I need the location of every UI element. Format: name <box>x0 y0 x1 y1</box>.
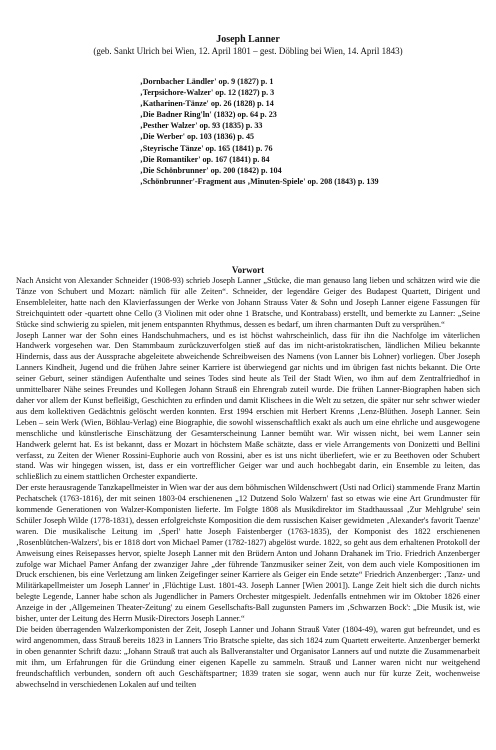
contents-item: ‚Pesther Walzer' op. 93 (1835) p. 33 <box>140 121 263 131</box>
contents-list <box>140 76 480 187</box>
body-paragraph: Der erste herausragende Tanzkapellmeister in Wien war der aus dem böhmischen Wildenschwert (Usti nad Orlici) stammende Franz Martin Pechatschek (1763-1816), der mit seinen 1803-04 erschienenen „12 Dutzend Solo Walzern' fast so etwas wie eine Art Grundmuster für kommende Generationen von Walzer-Komponisten lieferte. Im Folgte 1808 als Musikdirektor im Stadthaussaal ‚Zur Mehlgrube' sein Schüler Joseph Wilde (1778-1831), dessen erfolgreichste Komposition die dem russischen Kaiser gewidmeten ‚Alexander's favorit Taenze' waren. Die musikalische Leitung im ‚Sperl' hatte Joseph Faistenberger (1763-1835), der Komponist des 1822 erschienenen ‚Rosenblütchen-Walzers', bis er 1818 dort von Michael Pamer (1782-1827) abgelöst wurde. 1822, so geht aus dem erhaltenen Protokoll der Anweisung eines Reisepasses hervor, spielte Joseph Lanner mit den Brüdern Anton und Johann Drahanek im Trio. Friedrich Anzenberger zufolge war Michael Pamer Anfang der zwanziger Jahre „der führende Tanzmusiker seiner Zeit, von dem auch viele Kompositionen im Druck erschienen, bis eine Verletzung am linken Zeigefinger seiner Karriere als Geiger ein Ende setzte“ Friedrich Anzenberger: ‚Tanz- und Militärkapellmeister um Joseph Lanner' in ‚Flüchtige Lust. 1801-43. Joseph Lanner [Wien 2001]). Lange Zeit hielt sich die durch nichts belegte Legende, Lanner habe schon als Jugendlicher in Pamers Orchester mitgespielt. Jedenfalls entnehmen wir im Oktober 1826 einer Anzeige in der ‚Allgemeinen Theater-Zeitung' zu einem Gesellschafts-Ball zugunsten Pamers im ‚Schwarzen Bock': „Die Musik ist, wie bisher, unter der Leitung des Herrn Musik-Directors Joseph Lanner.“ <box>16 483 480 624</box>
body-text <box>16 276 480 690</box>
contents-item: ‚Katharinen-Tänze' op. 26 (1828) p. 14 <box>140 99 274 109</box>
contents-item: ‚Steyrische Tänze' op. 165 (1841) p. 76 <box>140 143 273 153</box>
body-paragraph: Die beiden überragenden Walzerkomponisten der Zeit, Joseph Lanner und Johann Strauß Vater (1804-49), waren gut befreundet, und es wird angenommen, dass Strauß bereits 1823 in Lanners Trio Bratsche spielte, das sich 1824 zum Quartett erweiterte. Anzenberger bemerkt in oben genannter Schrift dazu: „Johann Strauß trat auch als Ballveranstalter und Organisator Lanners auf und nutzte die Zusammenarbeit mit ihm, um Erfahrungen für die Gründung einer eigenen Kapelle zu sammeln. Strauß und Lanner waren nicht nur weitgehend freundschaftlich verbunden, sondern oft auch Geschäftspartner; 1839 traten sie sogar, wenn auch nur für kurze Zeit, wochenweise abwechselnd in verschiedenen Lokalen auf und teilten <box>16 625 480 689</box>
page-title: Joseph Lanner <box>216 34 280 45</box>
body-paragraph: Joseph Lanner war der Sohn eines Handschuhmachers, und es ist höchst wahrscheinlich, dass für ihn die Nachfolge im väterlichen Handwerk vorgesehen war. Den Stammbaum zurückzuverfolgen stieß auf das im nicht-aristokratischen, ländlichen Milieu bekannte Hindernis, dass aus der Aussprache abgeleitete abweichende Schreibweisen des Namens (von Lanner bis Lohner) vorliegen. Über Joseph Lanners Kindheit, Jugend und die frühen Jahre seiner Karriere ist überwiegend gar nichts und im übrigen fast nichts bekannt. Die Orte seiner Geburt, seiner ständigen Aufenthalte und seines Todes sind heute als Teil der Stadt Wien, wo ihm auf dem Zentralfriedhof in unmittelbarer Nähe seines Freundes und Kollegen Johann Strauß ein Ehrengrab zuteil wurde. Die frühen Lanner-Biographen haben sich daher vor allem der Kunst befleißigt, Geschichten zu erfinden und damit Klischees in die Welt zu setzen, die später nur sehr schwer wieder aus dem kollektiven Gedächtnis gelöscht werden konnten. Erst 1994 erschien mit Herbert Krenns ‚Lenz-Blüthen. Joseph Lanner. Sein Leben – sein Werk (Wien, Böhlau-Verlag) eine Biographie, die sowohl wissenschaftlich exakt als auch um eine ehrliche und ausgewogene menschliche und künstlerische Einschätzung der Gesamterscheinung Lanner bemüht war. Wir wissen nicht, bei wem Lanner sein Handwerk gelernt hat. Es ist bekannt, dass er Mozart in höchstem Maße schätzte, dass er viele Arrangements von Donizetti und Bellini verfasst, zu Zeiten der Wiener Rossini-Euphorie auch von Rossini, aber es ist uns nicht überliefert, wie er zu Beethoven oder Schubert stand. Was wir hingegen wissen, ist, dass er ein vortrefflicher Geiger war und auch hochbegabt darin, ein Ensemble zu leiten, das schließlich zu einem stattlichen Orchester expandierte. <box>16 330 480 482</box>
contents-item: ‚Dornbacher Ländler' op. 9 (1827) p. 1 <box>140 77 274 86</box>
section-heading: Vorwort <box>231 265 265 275</box>
page-subtitle: (geb. Sankt Ulrich bei Wien, 12. April 1801 – gest. Döbling bei Wien, 14. April 1843) <box>93 46 403 56</box>
contents-item: ‚Die Schönbrunner' op. 200 (1842) p. 104 <box>140 165 282 175</box>
contents-item: ‚Die Romantiker' op. 167 (1841) p. 84 <box>140 154 270 164</box>
contents-item: ‚Die Werber' op. 103 (1836) p. 45 <box>140 132 255 142</box>
contents-item: ‚Die Badner Ring'ln' (1832) op. 64 p. 23 <box>140 110 277 120</box>
contents-item: ‚Schönbrunner'-Fragment aus ‚Minuten-Spiele' op. 208 (1843) p. 139 <box>140 176 379 186</box>
contents-item: ‚Terpsichore-Walzer' op. 12 (1827) p. 3 <box>140 88 275 98</box>
body-paragraph: Nach Ansicht von Alexander Schneider (1908-93) schrieb Joseph Lanner „Stücke, die man genauso lang lieben und schätzen wird wie die Tänze von Schubert und Mozart: nämlich für alle Zeiten“. Schneider, der legendäre Geiger des Budapest Quartett, Dirigent und Ensembleleiter, hatte nach den Klavierfassungen der Werke von Johann Strauss Vater & Sohn und Joseph Lanner eigene Fassungen für Streichquintett oder -quartett ohne Cello (3 Violinen mit oder ohne 1 Bratsche, und Kontrabass) erstellt, und bemerkte zu Lanner: „Seine Stücke sind schwierig zu spielen, mit jenem entspannten Rhythmus, dessen es bedarf, um ihren charmanten Duft zu versprühen.“ <box>16 276 480 329</box>
